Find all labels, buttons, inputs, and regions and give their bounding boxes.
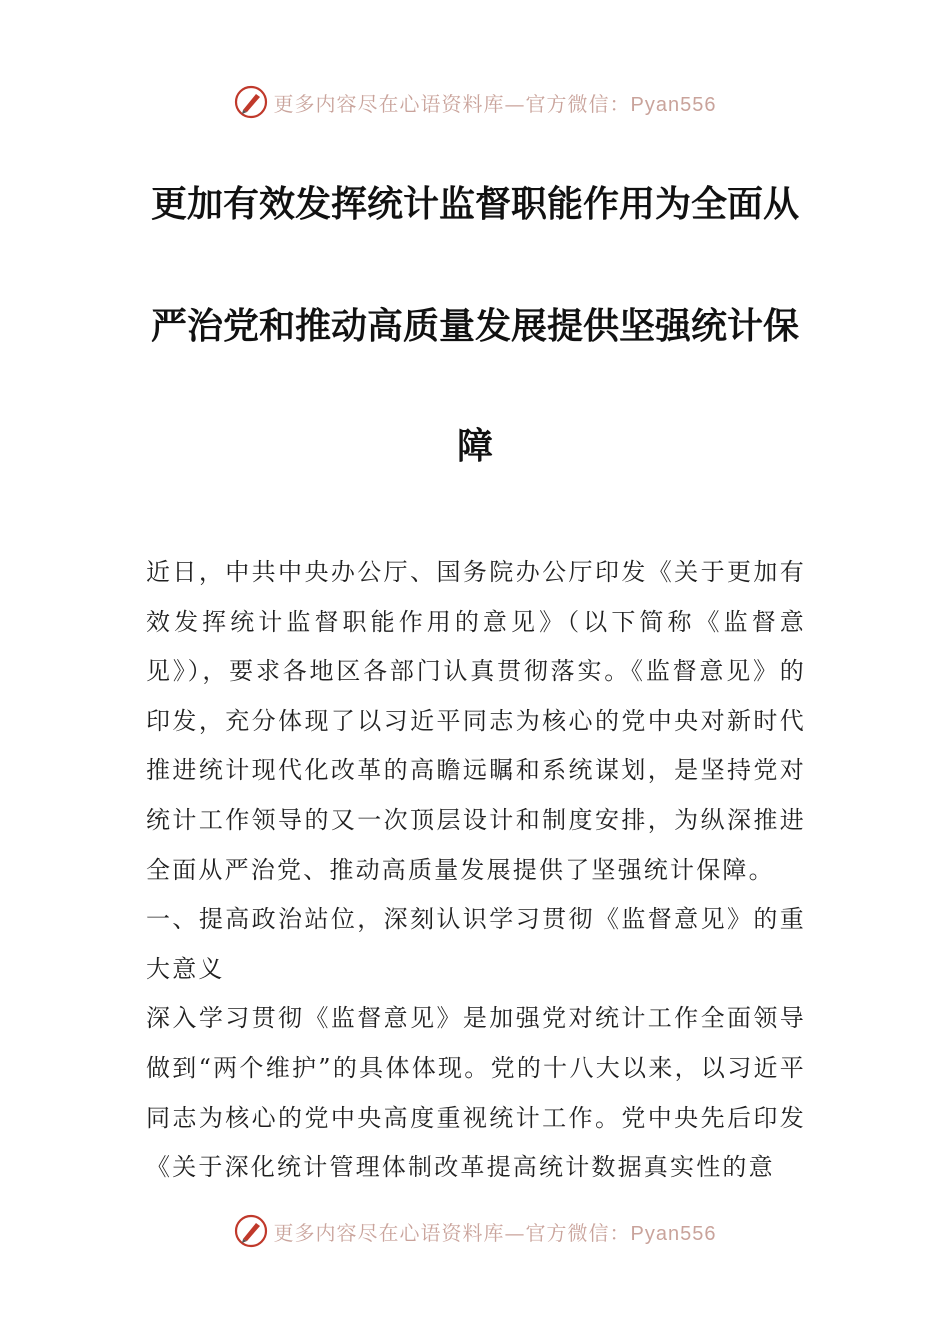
watermark-text: 更多内容尽在心语资料库—官方微信：Pyan556 [273, 91, 717, 116]
pen-logo-icon [234, 1214, 268, 1248]
wechat-id: Pyan556 [630, 93, 717, 116]
watermark-text: 更多内容尽在心语资料库—官方微信：Pyan556 [273, 1220, 717, 1245]
body-paragraph-1: 近日，中共中央办公厅、国务院办公厅印发《关于更加有效发挥统计监督职能作用的意见》（以下简称《监督意见》），要求各地区各部门认真贯彻落实。《监督意见》的印发，充分体现了以习近平同志为核心的党中央对新时代推进统计现代化改革的高瞻远瞩和系统谋划，是坚持党对统计工作领导的又一次顶层设计和制度安排，为纵深推进全面从严治党、推动高质量发展提供了坚强统计保障。 [146, 558, 806, 884]
watermark-banner-bottom [0, 1211, 950, 1251]
document-title-line-3: 障 [456, 426, 493, 467]
document-title-line-1: 更加有效发挥统计监督职能作用为全面从 [150, 184, 799, 225]
document-body [146, 548, 806, 1193]
pen-logo-icon [234, 85, 268, 119]
body-paragraph-2: 深入学习贯彻《监督意见》是加强党对统计工作全面领导做到“两个维护”的具体体现。党的十八大以来，以习近平同志为核心的党中央高度重视统计工作。党中央先后印发《关于深化统计管理体制改革提高统计数据真实性的意 [146, 1004, 806, 1182]
section-heading-1: 一、提高政治站位，深刻认识学习贯彻《监督意见》的重大意义 [146, 905, 806, 983]
wechat-id: Pyan556 [630, 1222, 717, 1245]
document-title-line-2: 严治党和推动高质量发展提供坚强统计保 [150, 306, 799, 347]
watermark-banner-top [0, 82, 950, 122]
